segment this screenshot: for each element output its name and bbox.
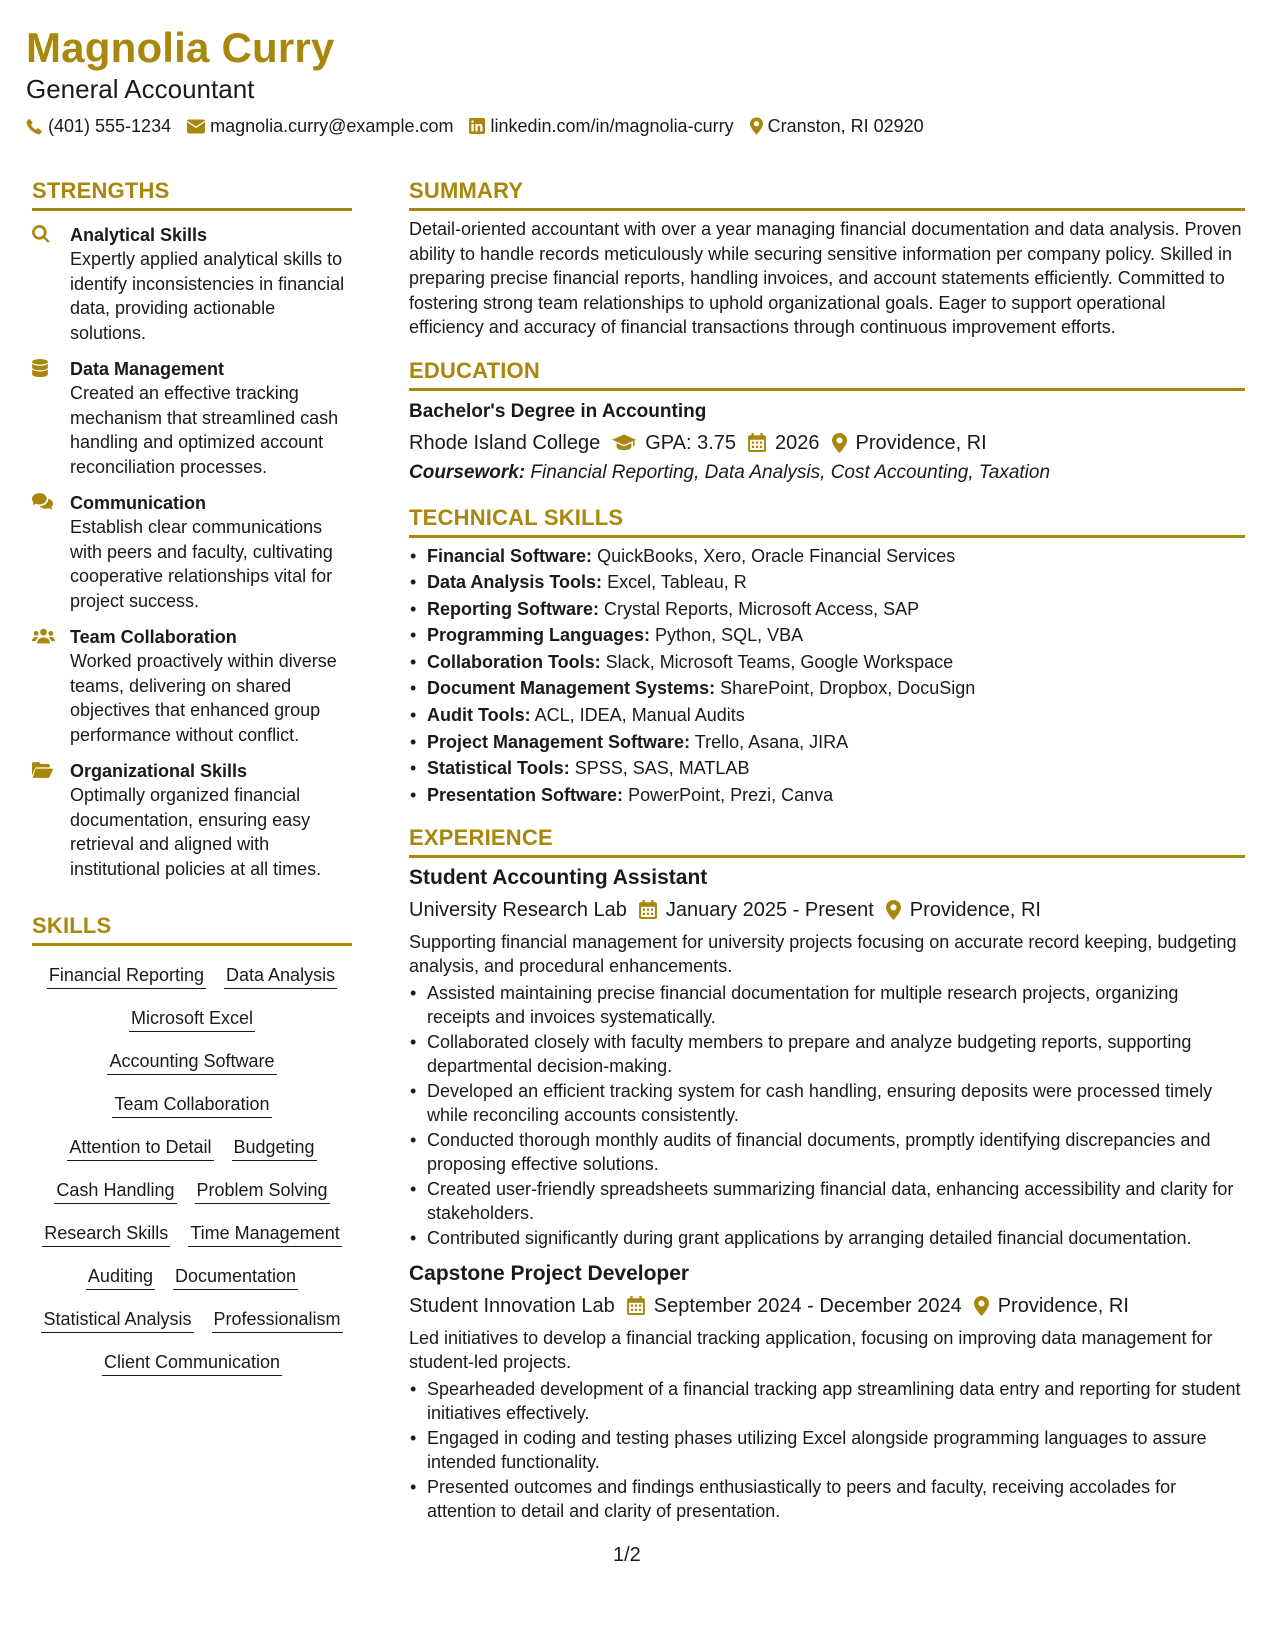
- list-item: [409, 570, 1245, 594]
- skill-tag: Attention to Detail: [67, 1135, 213, 1161]
- list-item: • Spearheaded development of a financial tracking app streamlining data entry and reporting for student initiatives effectively.: [409, 1377, 1245, 1425]
- tech-skill-label: Document Management Systems:: [427, 678, 716, 699]
- calendar-icon: [627, 1296, 645, 1315]
- tech-skill-value: SharePoint, Dropbox, DocuSign: [720, 678, 976, 699]
- job-dates: January 2025 - Present: [665, 898, 874, 921]
- skill-tag: Time Management: [188, 1221, 341, 1247]
- phone-text: (401) 555-1234: [48, 116, 172, 136]
- coursework-line: [409, 459, 1245, 487]
- gpa-text: GPA: 3.75: [645, 431, 737, 454]
- list-item: • Engaged in coding and testing phases utilizing Excel alongside programming languages to assure intended functionality.: [409, 1426, 1245, 1474]
- job-title: Student Accounting Assistant: [409, 865, 708, 889]
- skill-tag: Statistical Analysis: [41, 1307, 193, 1333]
- tech-skill-value: Excel, Tableau, R: [607, 572, 747, 593]
- tech-skill-label: Project Management Software:: [427, 731, 691, 752]
- list-item: • Created user-friendly spreadsheets summarizing financial data, enhancing accessibility and clarity for stakeholders.: [409, 1177, 1245, 1225]
- list-item: • Developed an efficient tracking system for cash handling, ensuring deposits were processed timely while reconciling accounts consistently.: [409, 1079, 1245, 1127]
- tech-skill-label: Statistical Tools:: [427, 758, 570, 779]
- job-entry: [409, 864, 1245, 1250]
- map-pin-icon: [832, 433, 847, 453]
- list-item: • Assisted maintaining precise financial documentation for multiple research projects, organizing receipts and invoices systematically.: [409, 981, 1245, 1029]
- contact-email[interactable]: [187, 114, 453, 138]
- skill-tag: Financial Reporting: [47, 963, 206, 989]
- tech-skill-label: Reporting Software:: [427, 598, 600, 619]
- list-item: • Contributed significantly during grant applications by arranging detailed financial documentation.: [409, 1226, 1245, 1250]
- job-dates: September 2024 - December 2024: [653, 1294, 962, 1317]
- job-summary: Supporting financial management for university projects focusing on accurate record keeping, budgeting analysis, and procedural enhancements.: [409, 931, 1237, 977]
- phone-icon: [26, 118, 43, 135]
- skill-tag: Data Analysis: [224, 963, 337, 989]
- linkedin-text: linkedin.com/in/magnolia-curry: [490, 116, 734, 136]
- search-icon: [32, 225, 50, 243]
- technical-skills-heading: TECHNICAL SKILLS: [409, 503, 1245, 538]
- job-location: Providence, RI: [909, 898, 1041, 921]
- technical-skills-section: [409, 503, 1245, 807]
- skill-tag: Problem Solving: [195, 1178, 330, 1204]
- skill-tag: Team Collaboration: [112, 1092, 271, 1118]
- candidate-name: Magnolia Curry: [26, 24, 335, 71]
- right-column: [409, 176, 1245, 1524]
- map-pin-icon: [886, 900, 901, 920]
- skill-tag: Documentation: [173, 1264, 298, 1290]
- list-item: [409, 597, 1245, 621]
- tech-skill-value: Trello, Asana, JIRA: [694, 731, 849, 752]
- strength-item: [32, 357, 352, 479]
- contact-phone[interactable]: [26, 114, 171, 138]
- list-item: [409, 703, 1245, 727]
- strength-name: Communication: [70, 493, 207, 513]
- contact-bar: [26, 114, 1246, 138]
- job-entry: [409, 1260, 1245, 1523]
- skill-tag: Cash Handling: [54, 1178, 176, 1204]
- strength-name: Analytical Skills: [70, 225, 208, 245]
- email-text: magnolia.curry@example.com: [210, 116, 454, 136]
- education-heading: EDUCATION: [409, 356, 1245, 391]
- linkedin-icon: [469, 118, 485, 134]
- calendar-icon: [748, 433, 766, 452]
- tech-skill-value: Slack, Microsoft Teams, Google Workspace: [605, 651, 954, 672]
- strength-item: [32, 625, 352, 747]
- job-bullets: [409, 981, 1245, 1250]
- strength-desc: Establish clear communications with peers and faculty, cultivating cooperative relationships vital for project success.: [70, 517, 333, 611]
- map-pin-icon: [750, 117, 763, 135]
- skill-tag: Accounting Software: [107, 1049, 276, 1075]
- tech-skill-value: QuickBooks, Xero, Oracle Financial Services: [597, 545, 956, 566]
- job-summary: Led initiatives to develop a financial tracking application, focusing on improving data management for student-led projects.: [409, 1327, 1213, 1373]
- strengths-list: [32, 223, 352, 881]
- folder-open-icon: [32, 762, 53, 778]
- tech-skill-label: Collaboration Tools:: [427, 651, 601, 672]
- job-meta: [409, 1292, 1245, 1320]
- list-item: [409, 730, 1245, 754]
- tech-skill-label: Data Analysis Tools:: [427, 572, 603, 593]
- strength-item: [32, 223, 352, 345]
- skill-tag: Professionalism: [212, 1307, 343, 1333]
- strength-desc: Optimally organized financial documentation, ensuring easy retrieval and aligned with institutional policies at all times.: [70, 785, 322, 879]
- job-org: University Research Lab: [409, 898, 627, 921]
- education-meta: [409, 429, 1245, 457]
- envelope-icon: [187, 119, 205, 134]
- list-item: [409, 676, 1245, 700]
- summary-section: [409, 176, 1245, 340]
- job-location: Providence, RI: [997, 1294, 1129, 1317]
- location-text: Cranston, RI 02920: [767, 116, 924, 136]
- list-item: [409, 623, 1245, 647]
- strength-name: Organizational Skills: [70, 761, 248, 781]
- tech-skill-label: Audit Tools:: [427, 705, 531, 726]
- skills-list: [32, 956, 352, 1386]
- graduation-year: 2026: [775, 431, 820, 454]
- job-title-headline: General Accountant: [26, 74, 255, 104]
- resume-header: [26, 22, 1246, 138]
- experience-heading: EXPERIENCE: [409, 823, 1245, 858]
- contact-linkedin[interactable]: [469, 114, 733, 138]
- tech-skill-label: Presentation Software:: [427, 784, 624, 805]
- page-number: 1/2: [613, 1544, 641, 1566]
- job-title: Capstone Project Developer: [409, 1261, 690, 1285]
- tech-skill-value: Crystal Reports, Microsoft Access, SAP: [604, 598, 920, 619]
- map-pin-icon: [974, 1296, 989, 1316]
- left-column: [32, 176, 352, 1386]
- tech-skill-value: Python, SQL, VBA: [655, 625, 804, 646]
- strength-desc: Created an effective tracking mechanism that streamlined cash handling and optimized account reconciliation processes.: [70, 383, 339, 477]
- calendar-icon: [639, 900, 657, 919]
- degree-name: Bachelor's Degree in Accounting: [409, 400, 707, 422]
- school-name: Rhode Island College: [409, 431, 601, 454]
- graduation-cap-icon: [612, 434, 636, 451]
- contact-location: [750, 114, 924, 138]
- strengths-heading: STRENGTHS: [32, 176, 352, 211]
- summary-text: Detail-oriented accountant with over a year managing financial documentation and data analysis. Proven ability to handle records meticulously while securing sensitive information per company policy. Skilled in preparing precise financial reports, handling invoices, and account statements efficiently. Committed to fostering strong team relationships to uphold organizational goals. Eager to support operational efficiency and accuracy of financial transactions through continuous improvement efforts.: [409, 219, 1242, 337]
- education-location: Providence, RI: [855, 431, 987, 454]
- education-section: [409, 356, 1245, 487]
- list-item: • Presented outcomes and findings enthusiastically to peers and faculty, receiving accolades for attention to detail and clarity of presentation.: [409, 1475, 1245, 1523]
- job-org: Student Innovation Lab: [409, 1294, 615, 1317]
- tech-skill-label: Programming Languages:: [427, 625, 651, 646]
- skill-tag: Microsoft Excel: [129, 1006, 255, 1032]
- skills-heading: SKILLS: [32, 911, 352, 946]
- list-item: [409, 650, 1245, 674]
- strength-desc: Expertly applied analytical skills to identify inconsistencies in financial data, providing actionable solutions.: [70, 249, 345, 343]
- tech-skill-value: SPSS, SAS, MATLAB: [574, 758, 750, 779]
- tech-skill-value: PowerPoint, Prezi, Canva: [628, 784, 834, 805]
- list-item: [409, 756, 1245, 780]
- comments-icon: [32, 493, 53, 510]
- strength-item: [32, 491, 352, 613]
- strength-item: [32, 759, 352, 881]
- database-icon: [32, 359, 48, 377]
- tech-skill-value: ACL, IDEA, Manual Audits: [534, 705, 745, 726]
- technical-skills-list: [409, 544, 1245, 807]
- coursework-label: Coursework:: [409, 461, 526, 483]
- summary-heading: SUMMARY: [409, 176, 1245, 211]
- tech-skill-label: Financial Software:: [427, 545, 593, 566]
- list-item: • Conducted thorough monthly audits of financial documents, promptly identifying discrepancies and proposing effective solutions.: [409, 1128, 1245, 1176]
- skill-tag: Client Communication: [102, 1350, 282, 1376]
- list-item: [409, 783, 1245, 807]
- job-meta: [409, 896, 1245, 924]
- skill-tag: Research Skills: [42, 1221, 170, 1247]
- skill-tag: Auditing: [86, 1264, 155, 1290]
- coursework-list: Financial Reporting, Data Analysis, Cost Accounting, Taxation: [530, 461, 1051, 483]
- list-item: • Collaborated closely with faculty members to prepare and analyze budgeting reports, supporting departmental decision-making.: [409, 1030, 1245, 1078]
- list-item: [409, 544, 1245, 568]
- experience-section: [409, 823, 1245, 1523]
- strength-name: Team Collaboration: [70, 627, 237, 647]
- job-bullets: [409, 1377, 1245, 1523]
- users-icon: [32, 628, 55, 644]
- skill-tag: Budgeting: [232, 1135, 317, 1161]
- strength-name: Data Management: [70, 359, 225, 379]
- strength-desc: Worked proactively within diverse teams, delivering on shared objectives that enhanced group performance without conflict.: [70, 651, 337, 745]
